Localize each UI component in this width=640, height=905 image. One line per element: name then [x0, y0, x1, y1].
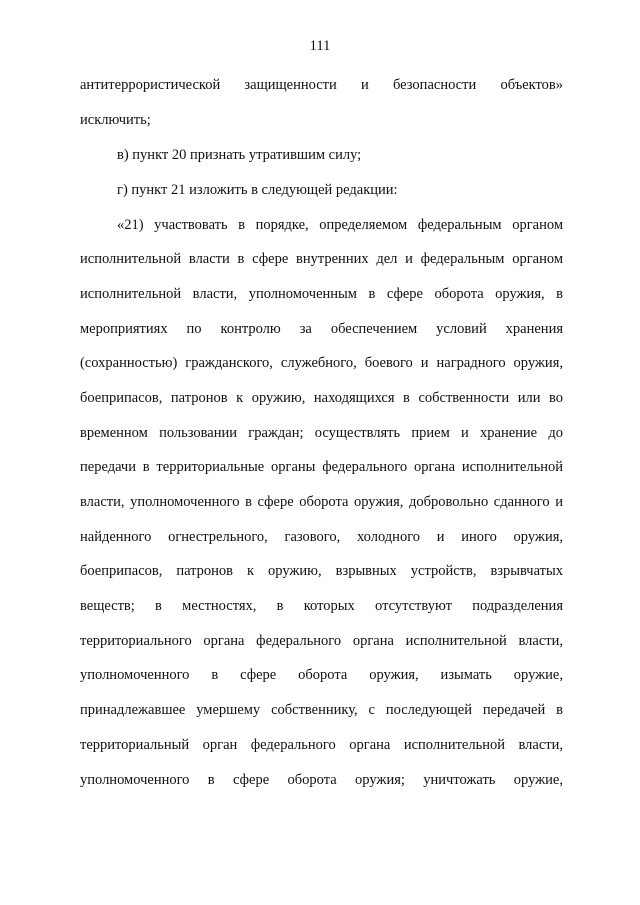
text-line: власти, уполномоченного в сфере оборота оружия, добровольно сданного и	[80, 494, 563, 510]
text-line: боеприпасов, патронов к оружию, находящихся в собственности или во	[80, 390, 563, 406]
text-line: в) пункт 20 признать утратившим силу;	[117, 147, 362, 163]
text-line: мероприятиях по контролю за обеспечением условий хранения	[80, 321, 563, 337]
text-line: антитеррористической защищенности и безопасности объектов»	[80, 77, 563, 93]
text-line: передачи в территориальные органы федерального органа исполнительной	[80, 459, 563, 475]
text-line: уполномоченного в сфере оборота оружия, изымать оружие,	[80, 667, 563, 683]
text-line: «21) участвовать в порядке, определяемом федеральным органом	[117, 217, 563, 233]
page-number: 111	[309, 38, 331, 54]
text-line: исключить;	[80, 112, 151, 128]
text-line: уполномоченного в сфере оборота оружия; уничтожать оружие,	[80, 772, 563, 788]
text-line: г) пункт 21 изложить в следующей редакции:	[117, 182, 398, 198]
text-line: территориальный орган федерального органа исполнительной власти,	[80, 737, 563, 753]
text-line: веществ; в местностях, в которых отсутствуют подразделения	[80, 598, 563, 614]
text-line: (сохранностью) гражданского, служебного, боевого и наградного оружия,	[80, 355, 563, 371]
text-line: боеприпасов, патронов к оружию, взрывных устройств, взрывчатых	[80, 563, 563, 579]
text-line: исполнительной власти в сфере внутренних дел и федеральным органом	[80, 251, 563, 267]
text-line: исполнительной власти, уполномоченным в сфере оборота оружия, в	[80, 286, 563, 302]
text-line: временном пользовании граждан; осуществлять прием и хранение до	[80, 425, 563, 441]
text-line: территориального органа федерального органа исполнительной власти,	[80, 633, 563, 649]
text-line: принадлежавшее умершему собственнику, с последующей передачей в	[80, 702, 563, 718]
text-line: найденного огнестрельного, газового, холодного и иного оружия,	[80, 529, 563, 545]
